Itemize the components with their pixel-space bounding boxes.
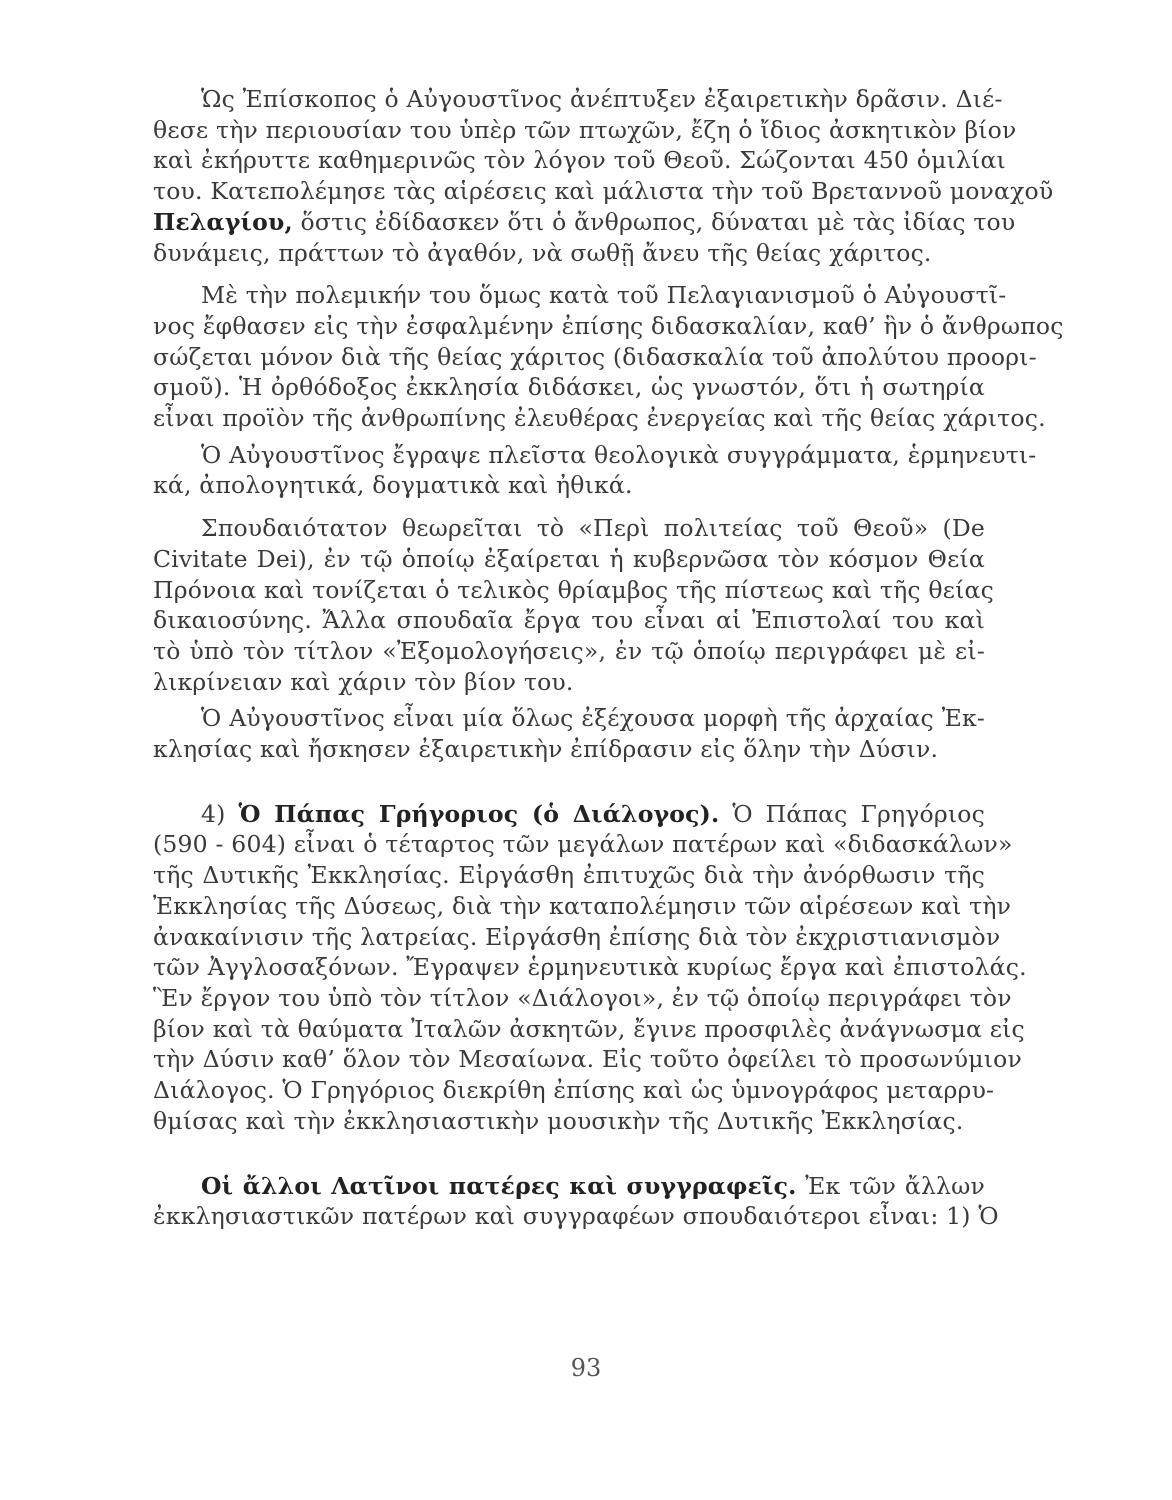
text-line: Ἓν ἔργον του ὑπὸ τὸν τίτλον «Διάλογοι», ἐν τῷ ὁποίῳ περιγράφει τὸν bbox=[153, 983, 1012, 1012]
section-heading: Ὁ Πάπας Γρήγοριος (ὁ Διάλογος). bbox=[238, 799, 720, 828]
text-line: θμίσας καὶ τὴν ἐκκλησιαστικὴν μουσικὴν τῆς Δυτικῆς Ἐκκλησίας. bbox=[153, 1106, 964, 1135]
text-line: Ἐκκλησίας τῆς Δύσεως, διὰ τὴν καταπολέμησιν τῶν αἱρέσεων καὶ τὴν bbox=[153, 891, 1012, 920]
text-line: σμοῦ). Ἡ ὀρθόδοξος ἐκκλησία διδάσκει, ὡς γνωστόν, ὅτι ἡ σωτηρία bbox=[153, 373, 985, 402]
paragraph-augustine-bishop bbox=[153, 84, 1054, 268]
section-heading-line bbox=[153, 799, 985, 830]
text-line: Civitate Dei), ἐν τῷ ὁποίῳ ἐξαίρεται ἡ κυβερνῶσα τὸν κόσμον Θεία bbox=[153, 544, 985, 573]
text-line: λικρίνειαν καὶ χάριν τὸν βίον του. bbox=[153, 667, 574, 696]
text-line: καὶ ἐκήρυττε καθημερινῶς τὸν λόγον τοῦ Θεοῦ. Σώζονται 450 ὁμιλίαι bbox=[153, 146, 1006, 175]
text-line: του. Κατεπολέμησε τὰς αἱρέσεις καὶ μάλιστα τὴν τοῦ Βρεταννοῦ μοναχοῦ bbox=[153, 177, 1054, 206]
bold-name-pelagius: Πελαγίου, bbox=[153, 207, 293, 236]
paragraph-augustine-influence bbox=[153, 703, 985, 764]
text-line: Ὁ Αὐγουστῖνος ἔγραψε πλεῖστα θεολογικὰ συγγράμματα, ἑρμηνευτι- bbox=[201, 440, 1037, 469]
text-line: ἐκκλησιαστικῶν πατέρων καὶ συγγραφέων σπουδαιότεροι εἶναι: 1) Ὁ bbox=[153, 1202, 999, 1231]
text-line: τῶν Ἀγγλοσαξόνων. Ἔγραψεν ἑρμηνευτικὰ κυρίως ἔργα καὶ ἐπιστολάς. bbox=[153, 953, 1027, 982]
text-line: κλησίας καὶ ἤσκησεν ἐξαιρετικὴν ἐπίδρασιν εἰς ὅλην τὴν Δύσιν. bbox=[153, 735, 939, 764]
text-line: (590 - 604) εἶναι ὁ τέταρτος τῶν μεγάλων πατέρων καὶ «διδασκάλων» bbox=[153, 830, 1013, 859]
text-line: εἶναι προϊὸν τῆς ἀνθρωπίνης ἐλευθέρας ἐνεργείας καὶ τῆς θείας χάριτος. bbox=[153, 404, 1046, 433]
section-heading-line bbox=[153, 1171, 985, 1202]
paragraph-pelagianism bbox=[153, 280, 1064, 434]
page-body bbox=[153, 84, 1064, 1232]
text-line: ἀνακαίνισιν τῆς λατρείας. Εἰργάσθη ἐπίσης διὰ τὸν ἐκχριστιανισμὸν bbox=[153, 922, 1001, 951]
text-line: Ὡς Ἐπίσκοπος ὁ Αὐγουστῖνος ἀνέπτυξεν ἐξαιρετικὴν δρᾶσιν. Διέ- bbox=[201, 85, 1003, 113]
text-line: Μὲ τὴν πολεμικήν του ὅμως κατὰ τοῦ Πελαγιανισμοῦ ὁ Αὐγουστῖ- bbox=[201, 281, 1007, 310]
text-line: Πρόνοια καὶ τονίζεται ὁ τελικὸς θρίαμβος τῆς πίστεως καὶ τῆς θείας bbox=[153, 575, 994, 604]
heading-line-rest: Ἐκ τῶν ἄλλων bbox=[805, 1171, 985, 1200]
text-line: βίον καὶ τὰ θαύματα Ἰταλῶν ἀσκητῶν, ἔγινε προσφιλὲς ἀνάγνωσμα εἰς bbox=[153, 1014, 1025, 1043]
text-line-pelagius: Πελαγίου, ὅστις ἐδίδασκεν ὅτι ὁ ἄνθρωπος, δύναται μὲ τὰς ἰδίας του bbox=[153, 207, 1016, 236]
text-line: σώζεται μόνον διὰ τῆς θείας χάριτος (διδασκαλία τοῦ ἀπολύτου προορι- bbox=[153, 342, 1037, 371]
text-line: κά, ἀπολογητικά, δογματικὰ καὶ ἠθικά. bbox=[153, 471, 633, 500]
text-line: Διάλογος. Ὁ Γρηγόριος διεκρίθη ἐπίσης καὶ ὡς ὑμνογράφος μεταρρυ- bbox=[153, 1076, 995, 1105]
text-line: δυνάμεις, πράττων τὸ ἀγαθόν, νὰ σωθῇ ἄνευ τῆς θείας χάριτος. bbox=[153, 238, 932, 267]
text-line: νος ἔφθασεν εἰς τὴν ἐσφαλμένην ἐπίσης διδασκαλίαν, καθ’ ἣν ὁ ἄνθρωπος bbox=[153, 311, 1064, 340]
text-line: θεσε τὴν περιουσίαν του ὑπὲρ τῶν πτωχῶν, ἔζη ὁ ἴδιος ἀσκητικὸν βίον bbox=[153, 115, 1017, 144]
text-line: δικαιοσύνης. Ἄλλα σπουδαῖα ἔργα του εἶναι αἱ Ἐπιστολαί του καὶ bbox=[153, 606, 985, 635]
text-line: Ὁ Αὐγουστῖνος εἶναι μία ὅλως ἐξέχουσα μορφὴ τῆς ἀρχαίας Ἐκ- bbox=[201, 704, 985, 733]
section-pope-gregory bbox=[153, 799, 1027, 1137]
text-line: τὴν Δύσιν καθ’ ὅλον τὸν Μεσαίωνα. Εἰς τοῦτο ὀφείλει τὸ προσωνύμιον bbox=[153, 1045, 1022, 1074]
section-other-latin-fathers bbox=[153, 1171, 999, 1232]
section-heading: Οἱ ἄλλοι Λατῖνοι πατέρες καὶ συγγραφεῖς. bbox=[201, 1171, 797, 1200]
text-line: τὸ ὑπὸ τὸν τίτλον «Ἐξομολογήσεις», ἐν τῷ ὁποίῳ περιγράφει μὲ εἰ- bbox=[153, 636, 985, 665]
heading-line-rest: Ὁ Πάπας Γρηγόριος bbox=[732, 799, 985, 828]
page-number: 93 bbox=[570, 1354, 602, 1382]
text-line: τῆς Δυτικῆς Ἐκκλησίας. Εἰργάσθη ἐπιτυχῶς διὰ τὴν ἀνόρθωσιν τῆς bbox=[153, 861, 985, 890]
section-number: 4) bbox=[201, 799, 226, 828]
text-line: Σπουδαιότατον θεωρεῖται τὸ «Περὶ πολιτείας τοῦ Θεοῦ» (De bbox=[201, 514, 985, 543]
paragraph-writings bbox=[153, 440, 1037, 501]
paragraph-de-civitate-dei bbox=[153, 513, 994, 697]
